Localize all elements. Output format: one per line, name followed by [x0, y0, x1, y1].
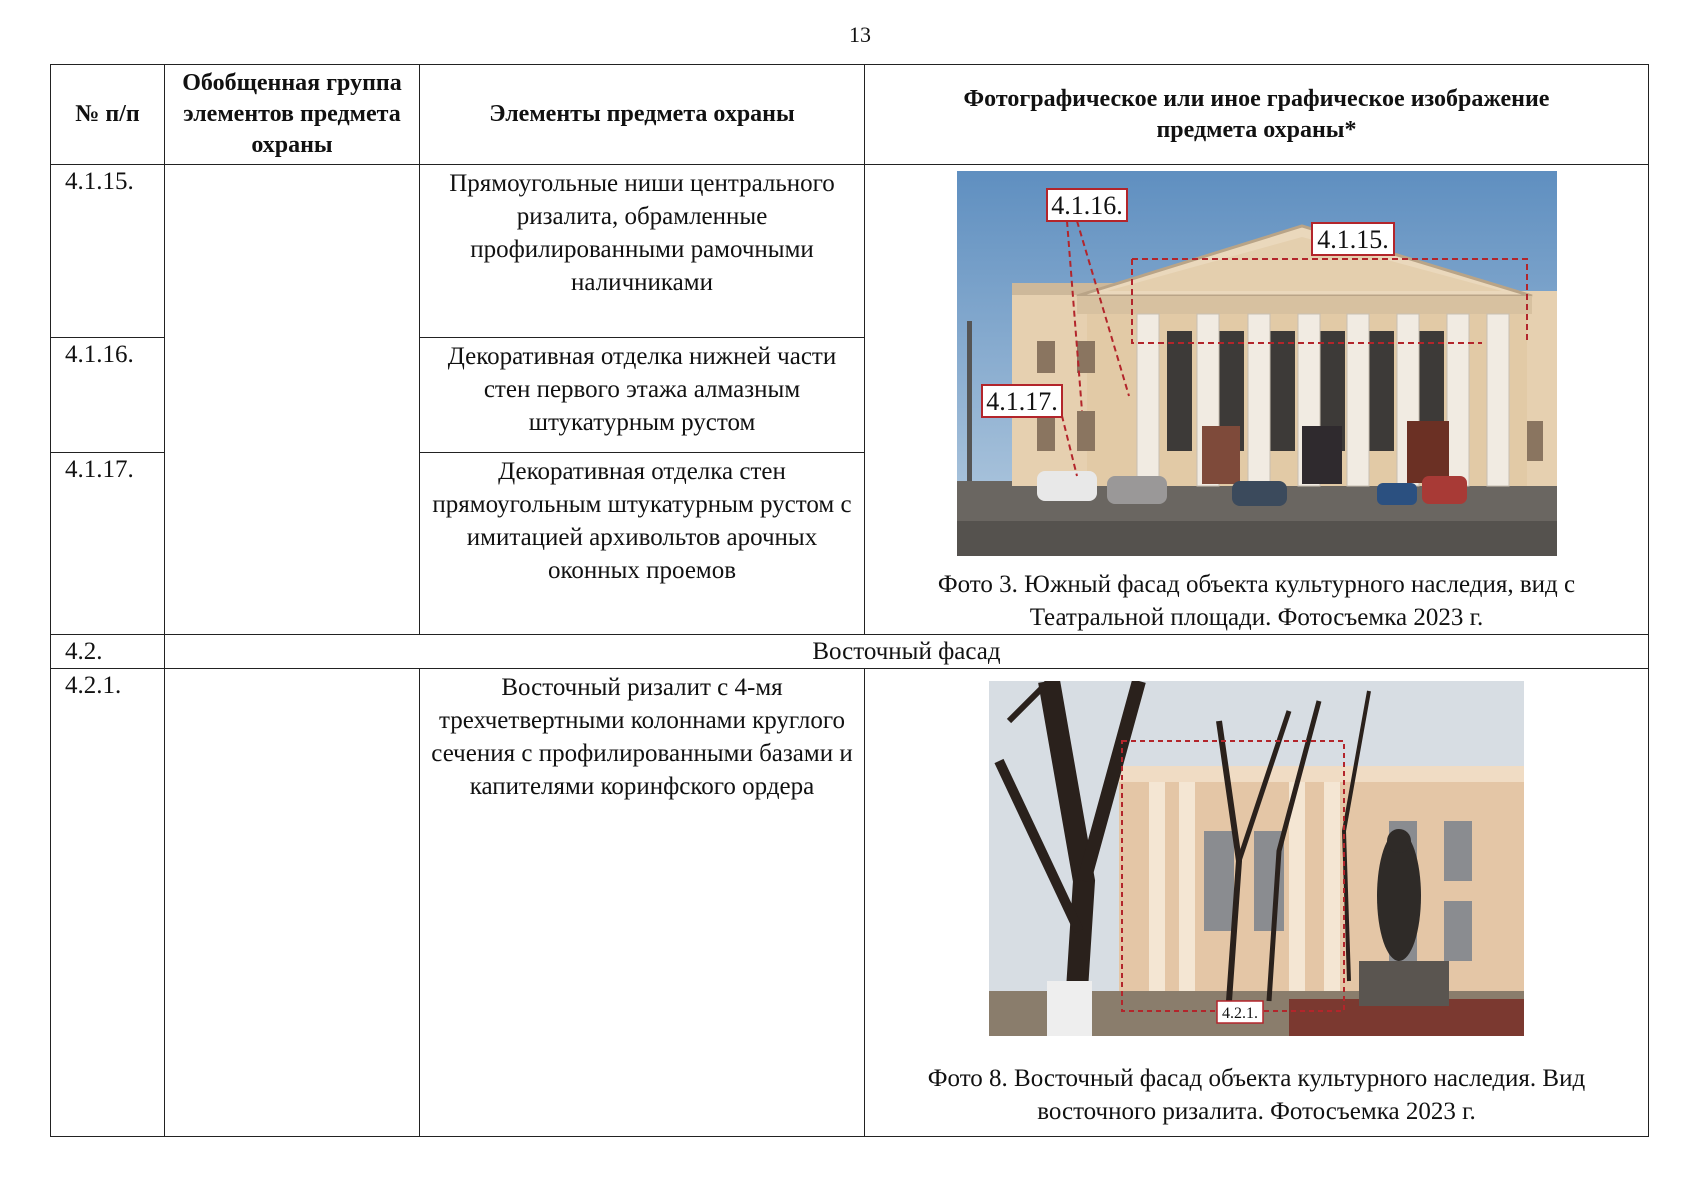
- photo3-caption: Фото 3. Южный фасад объекта культурного наследия, вид с Театральной площади. Фотосъемка 2023 г.: [937, 571, 1576, 631]
- row-element: Декоративная отделка стен прямоугольным штукатурным рустом с имитацией архивольтов арочных оконных проемов: [420, 453, 865, 635]
- photo-8-east-facade: [989, 681, 1524, 1036]
- row-num: 4.1.17.: [51, 453, 165, 635]
- table-row: [51, 669, 1649, 1137]
- section-title: Восточный фасад: [165, 635, 1649, 669]
- group-cell: [165, 669, 420, 1137]
- photo-3-south-facade: [957, 171, 1557, 556]
- section-row: [51, 635, 1649, 669]
- header-image: Фотографическое или иное графическое изображение предмета охраны*: [865, 65, 1649, 165]
- section-num: 4.2.: [51, 635, 165, 669]
- table-header-row: [51, 65, 1649, 165]
- photo3-cell: [865, 165, 1649, 635]
- table-row: [51, 165, 1649, 338]
- header-num: № п/п: [51, 65, 165, 165]
- page-number: 13: [849, 22, 871, 47]
- photo3-label-4116: 4.1.16.: [1050, 191, 1123, 220]
- group-cell: [165, 165, 420, 635]
- photo8-label-421: 4.2.1.: [1222, 1005, 1258, 1022]
- photo8-cell: [865, 669, 1649, 1137]
- row-num: 4.1.15.: [51, 165, 165, 338]
- row-num: 4.1.16.: [51, 338, 165, 453]
- photo8-caption: Фото 8. Восточный фасад объекта культурного наследия. Вид восточного ризалита. Фотосъемка 2023 г.: [927, 1065, 1586, 1125]
- row-element: Декоративная отделка нижней части стен первого этажа алмазным штукатурным рустом: [420, 338, 865, 453]
- header-group: Обобщенная группа элементов предмета охраны: [165, 65, 420, 165]
- photo3-label-4115: 4.1.15.: [1316, 225, 1389, 254]
- photo3-label-4117: 4.1.17.: [985, 387, 1058, 416]
- protection-table: [50, 64, 1649, 1137]
- header-elements: Элементы предмета охраны: [420, 65, 865, 165]
- row-num: 4.2.1.: [51, 669, 165, 1137]
- row-element: Восточный ризалит с 4-мя трехчетвертными колоннами круглого сечения с профилированными базами и капителями коринфского ордера: [420, 669, 865, 1137]
- row-element: Прямоугольные ниши центрального ризалита, обрамленные профилированными рамочными наличниками: [420, 165, 865, 338]
